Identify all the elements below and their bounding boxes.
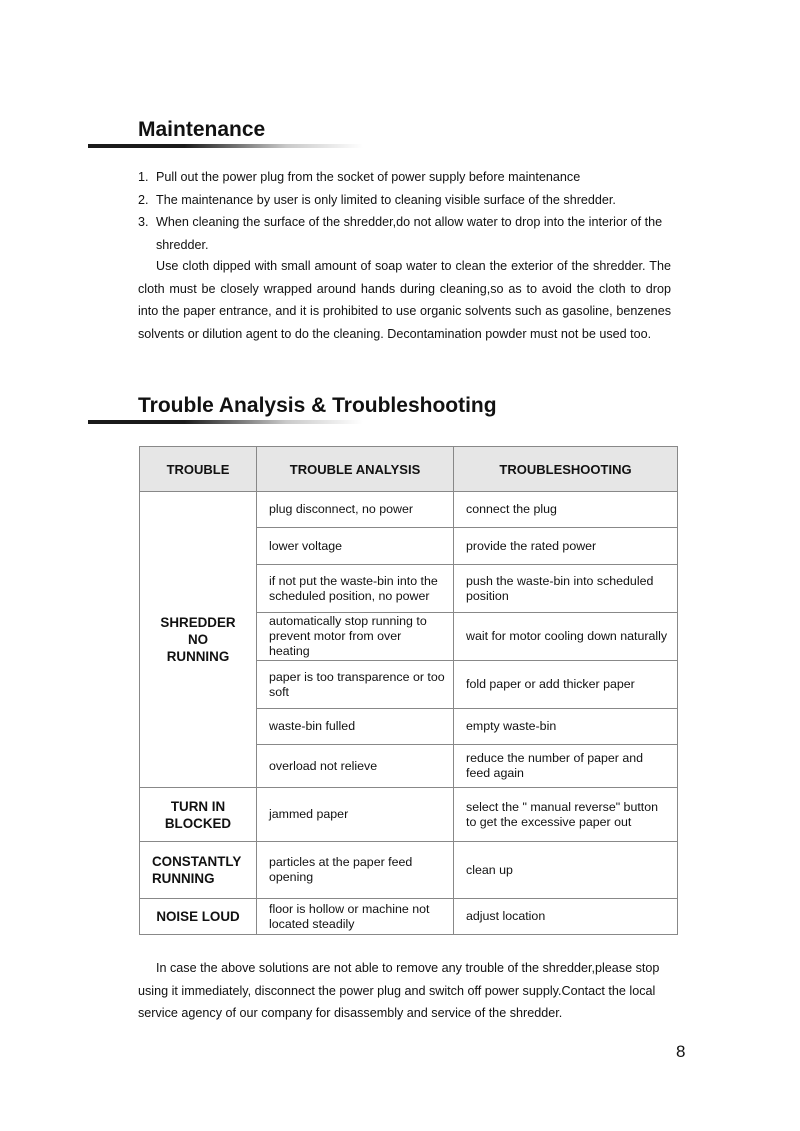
analysis-cell: waste-bin fulled <box>257 709 454 745</box>
item-number: 3. <box>138 215 149 229</box>
troubleshooting-table <box>139 446 678 935</box>
header-analysis: TROUBLE ANALYSIS <box>257 447 454 492</box>
item-text: Pull out the power plug from the socket of power supply before maintenance <box>156 170 581 184</box>
table-row <box>140 842 678 899</box>
fix-cell: fold paper or add thicker paper <box>454 661 678 709</box>
table-row <box>140 492 678 528</box>
analysis-cell: lower voltage <box>257 528 454 565</box>
fix-cell: reduce the number of paper and feed again <box>454 745 678 788</box>
page-number: 8 <box>676 1042 686 1061</box>
item-number: 1. <box>138 170 149 184</box>
fix-cell: clean up <box>454 842 678 899</box>
trouble-cell: CONSTANTLY RUNNING <box>140 842 257 899</box>
item-number: 2. <box>138 192 149 207</box>
header-troubleshooting: TROUBLESHOOTING <box>454 447 678 492</box>
fix-cell: adjust location <box>454 899 678 935</box>
trouble-title: Trouble Analysis & Troubleshooting <box>138 394 497 417</box>
analysis-cell: paper is too transparence or too soft <box>257 661 454 709</box>
heading-decor-bar <box>88 420 363 424</box>
header-trouble: TROUBLE <box>140 447 257 492</box>
maintenance-paragraph: Use cloth dipped with small amount of soap water to clean the exterior of the shredder. The cloth must be closely wrapped around hands during cleaning,so as to avoid the cloth to drop into the paper entrance, and it is prohibited to use organic solvents such as gasoline, benzenes solvents or dilution agent to do the cleaning. Decontamination powder must not be used too. <box>138 259 671 341</box>
fix-cell: wait for motor cooling down naturally <box>454 613 678 661</box>
analysis-cell: floor is hollow or machine not located steadily <box>257 899 454 935</box>
analysis-cell: overload not relieve <box>257 745 454 788</box>
maintenance-list <box>138 166 678 256</box>
analysis-cell: if not put the waste-bin into the scheduled position, no power <box>257 565 454 613</box>
heading-decor-bar <box>88 144 363 148</box>
trouble-cell: TURN IN BLOCKED <box>140 788 257 842</box>
analysis-cell: automatically stop running to prevent motor from over heating <box>257 613 454 661</box>
table-row <box>140 788 678 842</box>
trouble-cell: SHREDDER NO RUNNING <box>140 492 257 788</box>
table-row <box>140 899 678 935</box>
maintenance-item <box>138 211 678 256</box>
fix-cell: provide the rated power <box>454 528 678 565</box>
maintenance-title: Maintenance <box>138 118 266 141</box>
maintenance-item <box>138 166 678 189</box>
item-text: The maintenance by user is only limited to cleaning visible surface of the shredder. <box>156 192 616 207</box>
analysis-cell: jammed paper <box>257 788 454 842</box>
maintenance-item <box>138 189 678 212</box>
table-header-row <box>140 447 678 492</box>
item-text: When cleaning the surface of the shredder,do not allow water to drop into the interior of the shredder. <box>156 215 663 252</box>
fix-cell: connect the plug <box>454 492 678 528</box>
fix-cell: select the " manual reverse" button to get the excessive paper out <box>454 788 678 842</box>
analysis-cell: plug disconnect, no power <box>257 492 454 528</box>
closing-paragraph: In case the above solutions are not able to remove any trouble of the shredder,please stop using it immediately, disconnect the power plug and switch off power supply.Contact the local service agency of our company for disassembly and service of the shredder. <box>138 961 660 1020</box>
fix-cell: push the waste-bin into scheduled position <box>454 565 678 613</box>
fix-cell: empty waste-bin <box>454 709 678 745</box>
trouble-cell: NOISE LOUD <box>140 899 257 935</box>
analysis-cell: particles at the paper feed opening <box>257 842 454 899</box>
